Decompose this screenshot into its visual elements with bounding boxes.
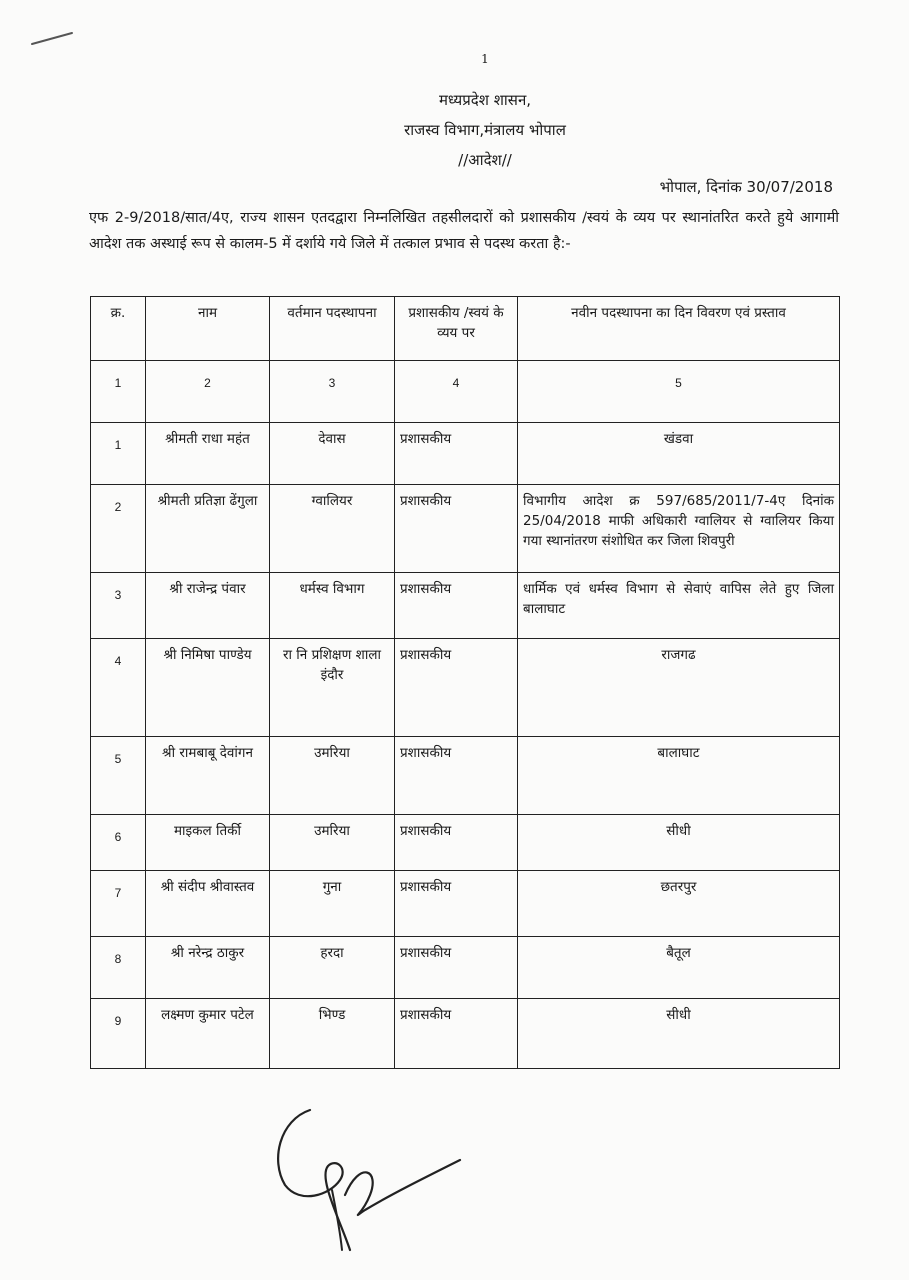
header-name: नाम (146, 297, 270, 361)
col-number: 3 (270, 361, 395, 423)
col-number: 4 (395, 361, 518, 423)
row-new-posting: विभागीय आदेश क्र 597/685/2011/7-4ए दिनांक 25/04/2018 माफी अधिकारी ग्वालियर से ग्वालियर किया गया स्थानांतरण संशोधित कर जिला शिवपुरी (518, 485, 840, 573)
row-new-posting: बालाघाट (518, 737, 840, 815)
row-type: प्रशासकीय (395, 485, 518, 573)
row-type: प्रशासकीय (395, 573, 518, 639)
row-current-posting: गुना (270, 871, 395, 937)
row-name: माइकल तिर्की (146, 815, 270, 871)
row-new-posting: धार्मिक एवं धर्मस्व विभाग से सेवाएं वापिस लेते हुए जिला बालाघाट (518, 573, 840, 639)
row-sno: 2 (91, 485, 146, 573)
header-current-posting: वर्तमान पदस्थापना (270, 297, 395, 361)
row-sno: 8 (91, 937, 146, 999)
table-row (91, 639, 840, 737)
row-current-posting: धर्मस्व विभाग (270, 573, 395, 639)
handwritten-signature-icon (270, 1100, 470, 1260)
table-row (91, 485, 840, 573)
table-header-row (91, 297, 840, 361)
row-new-posting: खंडवा (518, 423, 840, 485)
row-current-posting: उमरिया (270, 815, 395, 871)
table-row (91, 871, 840, 937)
transfer-table (90, 296, 840, 1069)
row-new-posting: सीधी (518, 999, 840, 1069)
page-number: 1 (481, 52, 489, 66)
row-name: श्री नरेन्द्र ठाकुर (146, 937, 270, 999)
table-row (91, 999, 840, 1069)
row-current-posting: देवास (270, 423, 395, 485)
table-row (91, 423, 840, 485)
row-sno: 5 (91, 737, 146, 815)
row-new-posting: छतरपुर (518, 871, 840, 937)
row-sno: 4 (91, 639, 146, 737)
row-type: प्रशासकीय (395, 737, 518, 815)
row-current-posting: उमरिया (270, 737, 395, 815)
row-type: प्रशासकीय (395, 937, 518, 999)
table-row (91, 937, 840, 999)
row-sno: 6 (91, 815, 146, 871)
row-name: श्री रामबाबू देवांगन (146, 737, 270, 815)
row-sno: 9 (91, 999, 146, 1069)
row-name: श्रीमती राधा महंत (146, 423, 270, 485)
order-title: //आदेश// (458, 151, 512, 169)
col-number: 2 (146, 361, 270, 423)
row-type: प्रशासकीय (395, 815, 518, 871)
row-name: श्री राजेन्द्र पंवार (146, 573, 270, 639)
row-type: प्रशासकीय (395, 423, 518, 485)
row-new-posting: बैतूल (518, 937, 840, 999)
header-new-posting: नवीन पदस्थापना का दिन विवरण एवं प्रस्ताव (518, 297, 840, 361)
intro-paragraph: एफ 2-9/2018/सात/4ए, राज्य शासन एतदद्वारा निम्नलिखित तहसीलदारों को प्रशासकीय /स्वयं के व्यय पर स्थानांतरित करते हुये आगामी आदेश तक अस्थाई रूप से कालम-5 में दर्शाये गये जिले में तत्काल प्रभाव से पदस्थ करता है:- (89, 210, 839, 252)
row-name: लक्ष्मण कुमार पटेल (146, 999, 270, 1069)
row-name: श्री संदीप श्रीवास्तव (146, 871, 270, 937)
row-current-posting: रा नि प्रशिक्षण शाला इंदौर (270, 639, 395, 737)
row-type: प्रशासकीय (395, 999, 518, 1069)
place-date: भोपाल, दिनांक 30/07/2018 (659, 178, 833, 196)
header-sno: क्र. (91, 297, 146, 361)
row-sno: 3 (91, 573, 146, 639)
row-name: श्रीमती प्रतिज्ञा ढेंगुला (146, 485, 270, 573)
col-number: 5 (518, 361, 840, 423)
row-sno: 7 (91, 871, 146, 937)
col-number: 1 (91, 361, 146, 423)
department-name: राजस्व विभाग,मंत्रालय भोपाल (404, 121, 566, 139)
pen-stroke-icon (28, 28, 78, 48)
table-row (91, 815, 840, 871)
row-new-posting: सीधी (518, 815, 840, 871)
row-type: प्रशासकीय (395, 871, 518, 937)
header-type: प्रशासकीय /स्वयं के व्यय पर (395, 297, 518, 361)
row-sno: 1 (91, 423, 146, 485)
table-row (91, 737, 840, 815)
table-row (91, 573, 840, 639)
row-name: श्री निमिषा पाण्डेय (146, 639, 270, 737)
row-current-posting: हरदा (270, 937, 395, 999)
row-current-posting: भिण्ड (270, 999, 395, 1069)
government-name: मध्यप्रदेश शासन, (438, 91, 532, 109)
column-number-row (91, 361, 840, 423)
row-new-posting: राजगढ (518, 639, 840, 737)
row-current-posting: ग्वालियर (270, 485, 395, 573)
row-type: प्रशासकीय (395, 639, 518, 737)
